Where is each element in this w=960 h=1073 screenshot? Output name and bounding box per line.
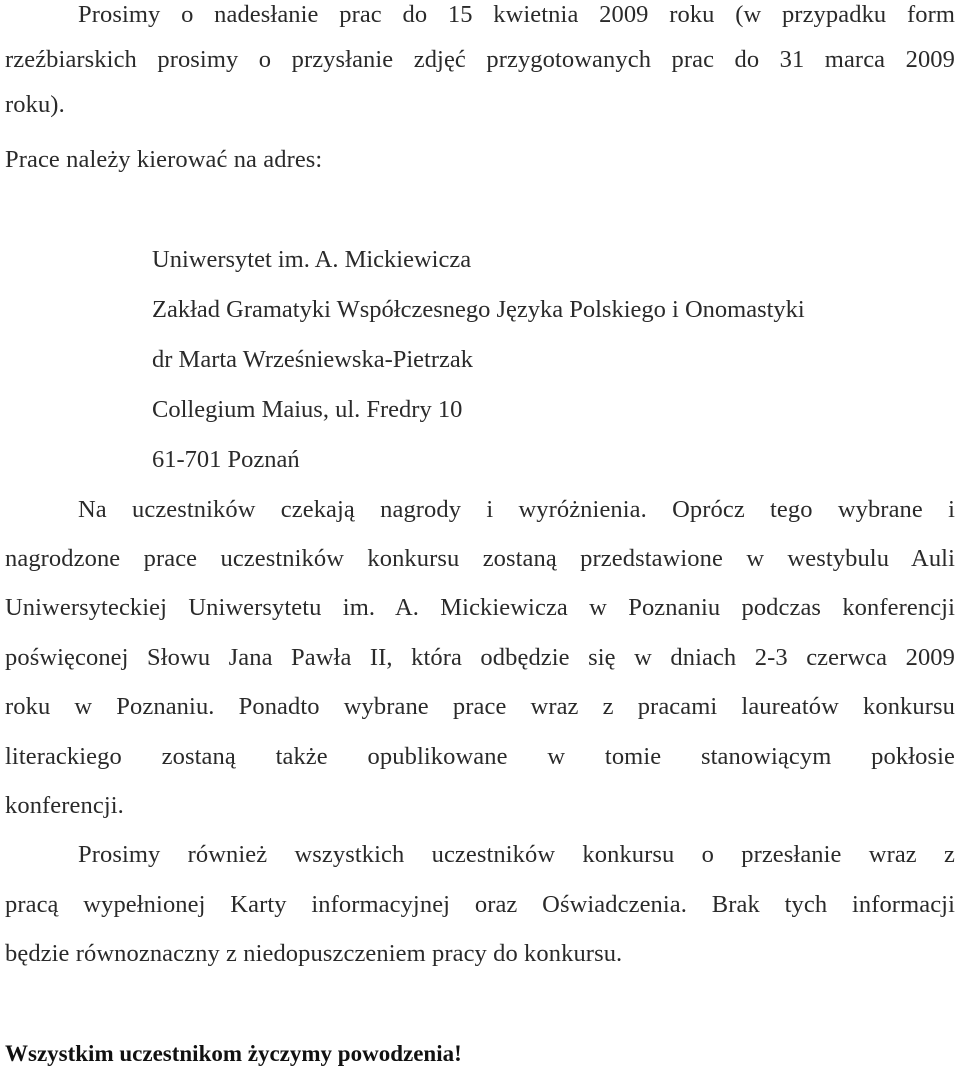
paragraph2-line-7: konferencji. [5, 792, 124, 819]
paragraph2-line-3: Uniwersyteckiej Uniwersytetu im. A. Mickiewicza w Poznaniu podczas konferencji [5, 594, 955, 621]
paragraph1-line-1: Prosimy o nadesłanie prac do 15 kwietnia 2009 roku (w przypadku form [78, 1, 955, 28]
paragraph2-line-1: Na uczestników czekają nagrody i wyróżnienia. Oprócz tego wybrane i [78, 496, 955, 523]
paragraph2-line-4: poświęconej Słowu Jana Pawła II, która odbędzie się w dniach 2-3 czerwca 2009 [5, 644, 955, 671]
address-line-department: Zakład Gramatyki Współczesnego Języka Polskiego i Onomastyki [152, 296, 805, 323]
paragraph1-line-2: rzeźbiarskich prosimy o przysłanie zdjęć przygotowanych prac do 31 marca 2009 [5, 46, 955, 73]
address-line-recipient: dr Marta Wrześniewska-Pietrzak [152, 346, 474, 373]
paragraph3-line-2: pracą wypełnionej Karty informacyjnej oraz Oświadczenia. Brak tych informacji [5, 891, 955, 918]
address-line-street: Collegium Maius, ul. Fredry 10 [152, 396, 463, 423]
paragraph2-line-5: roku w Poznaniu. Ponadto wybrane prace wraz z pracami laureatów konkursu [5, 693, 955, 720]
paragraph1-line-3: roku). [5, 91, 65, 118]
paragraph3-line-3: będzie równoznaczny z niedopuszczeniem pracy do konkursu. [5, 940, 623, 967]
paragraph2-line-6: literackiego zostaną także opublikowane w tomie stanowiącym pokłosie [5, 743, 955, 770]
paragraph2-line-2: nagrodzone prace uczestników konkursu zostaną przedstawione w westybulu Auli [5, 545, 955, 572]
closing-wish: Wszystkim uczestnikom życzymy powodzenia! [5, 1041, 462, 1066]
address-line-city: 61-701 Poznań [152, 446, 300, 473]
address-intro: Prace należy kierować na adres: [5, 146, 323, 173]
address-line-university: Uniwersytet im. A. Mickiewicza [152, 246, 472, 273]
paragraph3-line-1: Prosimy również wszystkich uczestników konkursu o przesłanie wraz z [78, 841, 955, 868]
